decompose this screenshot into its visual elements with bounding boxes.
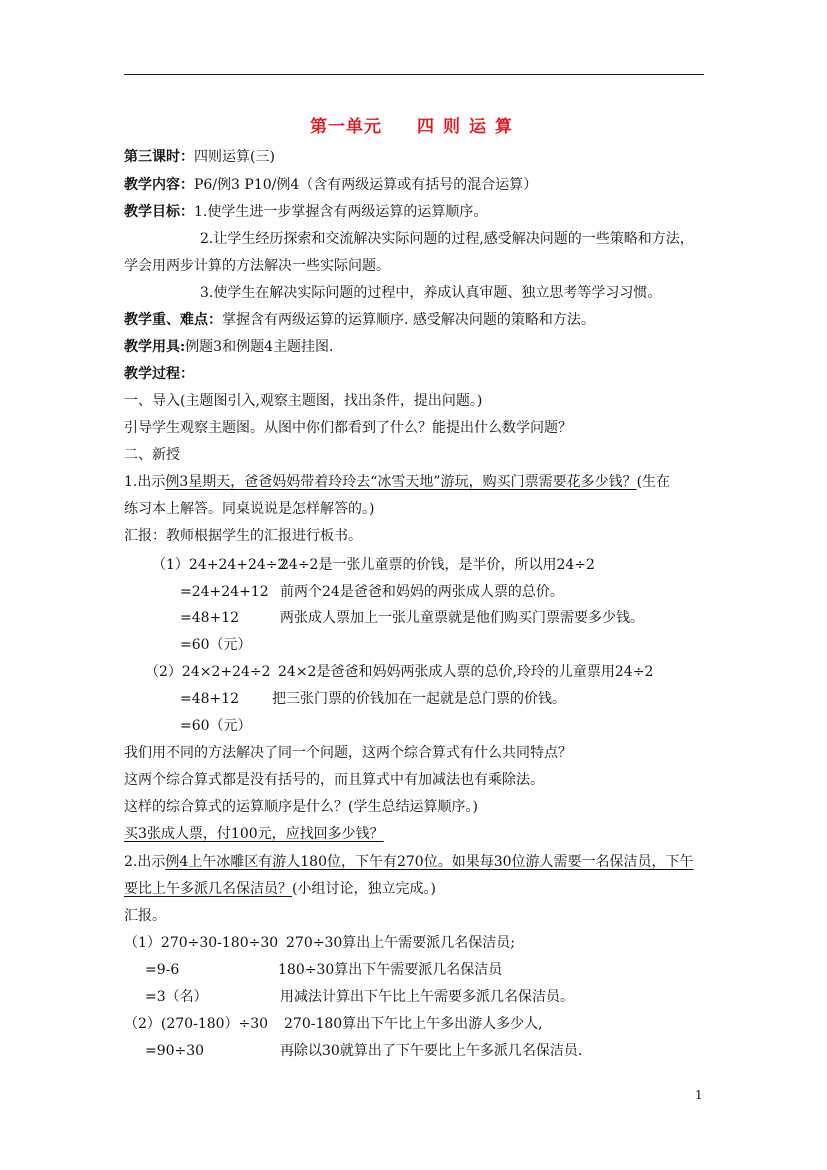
example-4-line-2 — [124, 880, 436, 898]
new-heading: 二、新授 — [124, 447, 180, 463]
goals-label: 教学目标： — [124, 204, 194, 220]
answer-1: 这两个综合算式都是没有括号的，而且算式中有加减法也有乘除法。 — [124, 772, 544, 788]
report-1: 汇报：教师根据学生的汇报进行板书。 — [124, 528, 362, 544]
solution-1-step1-note: 前两个24是爸爸和妈妈的两张成人票的总价。 — [280, 584, 564, 600]
lesson-label: 第三课时： — [124, 149, 194, 165]
solution-2-step1-note: 把三张门票的价钱加在一起就是总门票的价钱。 — [272, 691, 566, 707]
unit-label: 第一单元 — [310, 117, 383, 137]
question-1: 我们用不同的方法解决了同一个问题，这两个综合算式有什么共同特点？ — [124, 745, 572, 761]
question-3: 买3张成人票，付100元，应找回多少钱？ — [124, 826, 384, 842]
example-3-question: 例3星期天，爸爸妈妈带着玲玲去“冰雪天地”游玩，购买门票需要花多少钱？ — [165, 474, 637, 490]
solution-4-step1-note: 再除以30就算出了下午要比上午多派几名保洁员. — [280, 1043, 583, 1059]
example-3-suffix: (生在 — [636, 474, 671, 490]
solution-3-step1-note: 180÷30算出下午需要派几名保洁员 — [278, 962, 503, 978]
example-3-line — [124, 473, 670, 491]
title-char: 运 — [468, 117, 487, 137]
question-2: 这样的综合算式的运算顺序是什么？(学生总结运算顺序。) — [124, 799, 478, 815]
solution-1-expr: （1）24+24+24÷2 — [152, 557, 287, 573]
solution-3-step2-note: 用减法计算出下午比上午需要多派几名保洁员。 — [280, 989, 574, 1005]
solution-1-step3: =60（元） — [180, 637, 252, 653]
tools-value: 例题3和例题4主题挂图. — [185, 339, 334, 355]
solution-2-step1: =48+12 — [180, 691, 240, 707]
solution-3-step2: =3（名） — [145, 989, 208, 1005]
unit-title — [0, 112, 827, 137]
intro-heading: 一、导入(主题图引入,观察主题图，找出条件，提出问题。) — [124, 393, 483, 409]
solution-1-step2: =48+12 — [180, 610, 240, 626]
solution-1-note: 24÷2是一张儿童票的价钱，是半价，所以用24÷2 — [280, 557, 595, 573]
process-label: 教学过程： — [124, 366, 194, 382]
example-3-prefix: 1.出示 — [124, 474, 166, 490]
title-char: 四 — [416, 117, 435, 137]
example-4-question-b: 要比上午多派几名保洁员？ — [124, 881, 292, 897]
header-rule — [124, 74, 704, 75]
focus-value: 掌握含有两级运算的运算顺序. 感受解决问题的策略和方法。 — [222, 312, 595, 328]
solution-3-step1: =9-6 — [145, 962, 180, 978]
goal-1: 1.使学生进一步掌握含有两级运算的运算顺序。 — [194, 204, 488, 220]
solution-2-note: 24×2是爸爸和妈妈两张成人票的总价,玲玲的儿童票用24÷2 — [278, 664, 654, 680]
goal-2b: 学会用两步计算的方法解决一些实际问题。 — [124, 258, 390, 274]
example-3-cont: 练习本上解答。同桌说说是怎样解答的。) — [124, 501, 375, 517]
intro-body: 引导学生观察主题图。从图中你们都看到了什么？能提出什么数学问题？ — [124, 420, 572, 436]
solution-2-expr: （2）24×2+24÷2 — [145, 664, 271, 680]
solution-4-step1: =90÷30 — [145, 1043, 205, 1059]
lesson-line — [124, 148, 275, 166]
content-line — [124, 176, 537, 194]
goal-3: 3.使学生在解决实际问题的过程中，养成认真审题、独立思考等学习习惯。 — [200, 285, 662, 301]
goals-line — [124, 203, 487, 221]
solution-1-step1: =24+24+12 — [180, 584, 269, 600]
content-label: 教学内容： — [124, 177, 194, 193]
example-4-line — [124, 853, 694, 871]
solution-4-note: 270-180算出下午比上午多出游人多少人, — [284, 1016, 543, 1032]
example-4-prefix: 2.出示 — [124, 854, 166, 870]
focus-line — [124, 311, 595, 329]
unit-name — [413, 117, 517, 137]
tools-line — [124, 338, 333, 356]
lesson-value: 四则运算(三) — [194, 149, 275, 165]
solution-3-expr: （1）270÷30-180÷30 — [124, 935, 279, 951]
solution-3-note: 270÷30算出上午需要派几名保洁员; — [286, 935, 515, 951]
page-number: 1 — [695, 1088, 703, 1102]
example-4-question-a: 例4上午冰雕区有游人180位，下午有270位。如果每30位游人需要一名保洁员，下午 — [165, 854, 694, 870]
solution-4-expr: （2）(270-180）÷30 — [124, 1016, 269, 1032]
title-char: 则 — [442, 117, 461, 137]
goal-2a: 2.让学生经历探索和交流解决实际问题的过程,感受解决问题的一些策略和方法， — [200, 231, 694, 247]
solution-2-step2: =60（元） — [180, 718, 252, 734]
tools-label: 教学用具: — [124, 339, 186, 355]
title-char: 算 — [494, 117, 513, 137]
content-value: P6/例3 P10/例4（含有两级运算或有括号的混合运算） — [194, 177, 538, 193]
solution-1-step2-note: 两张成人票加上一张儿童票就是他们购买门票需要多少钱。 — [280, 610, 644, 626]
report-2: 汇报。 — [124, 908, 166, 924]
focus-label: 教学重、难点： — [124, 312, 222, 328]
example-4-suffix: (小组讨论，独立完成。) — [292, 881, 436, 897]
